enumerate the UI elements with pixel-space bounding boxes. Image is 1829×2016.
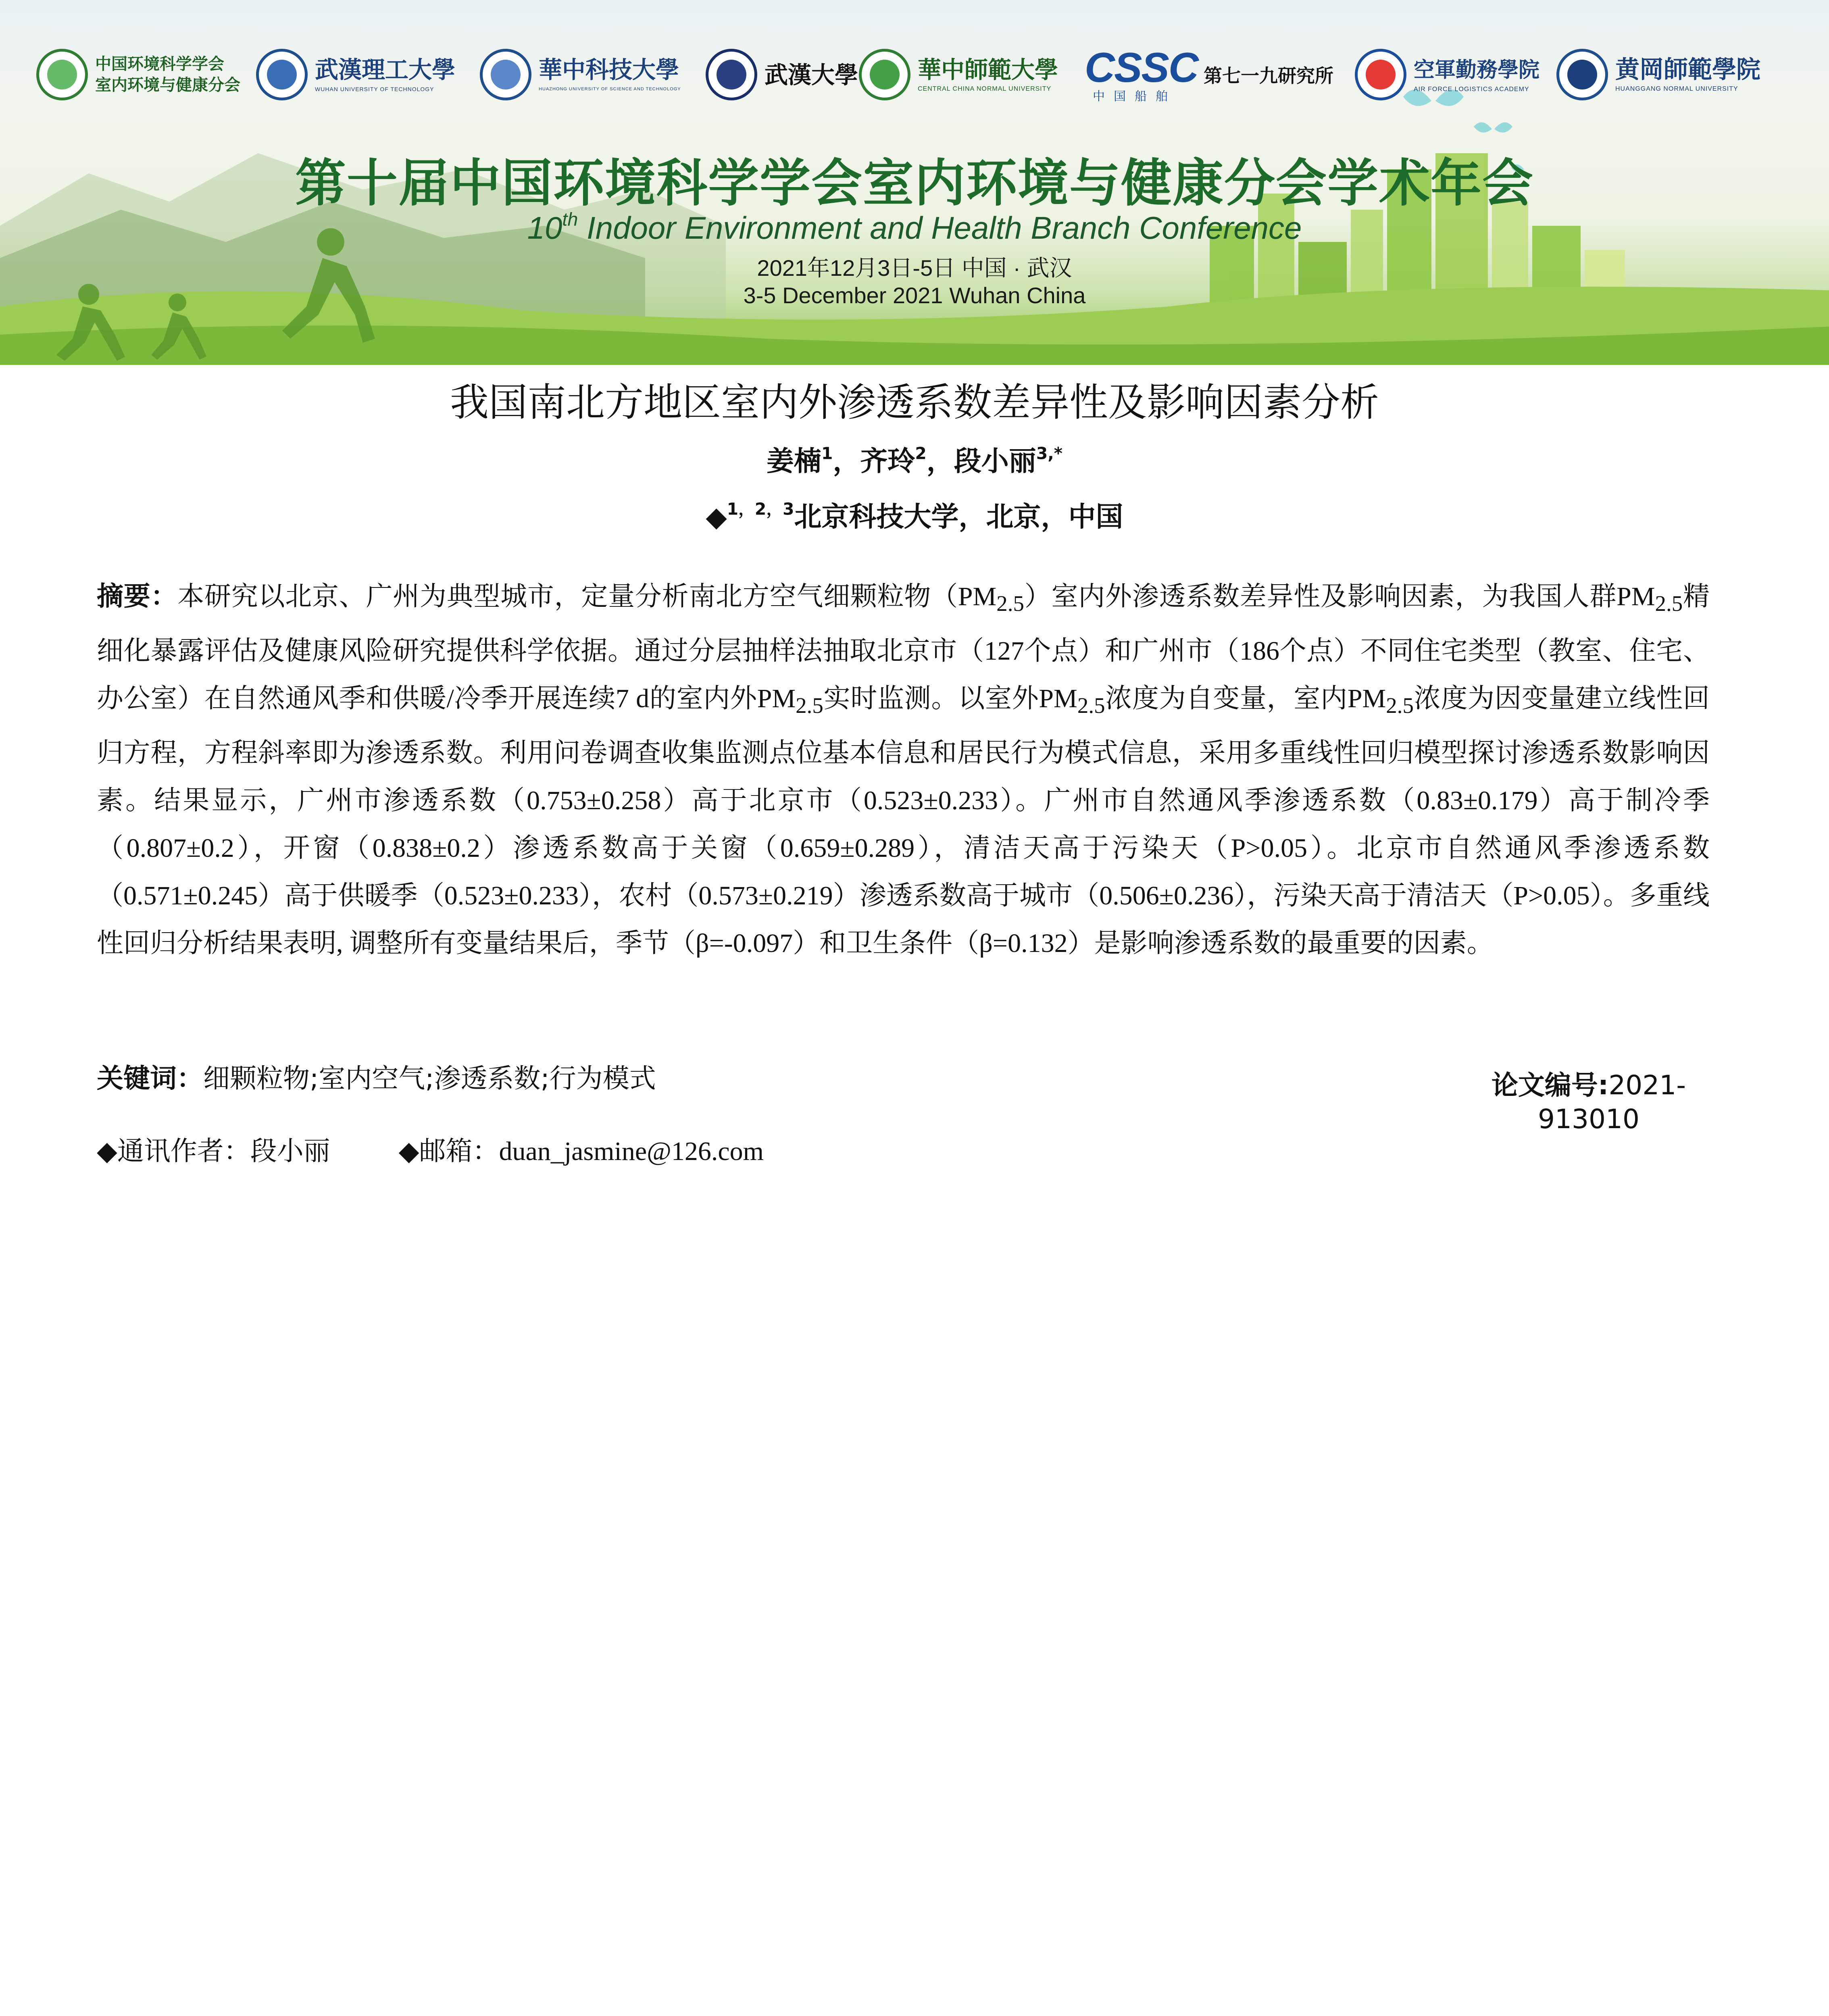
cssc-logo <box>1085 38 1333 111</box>
hust-logo <box>480 38 681 111</box>
conference-title-cn: 第十届中国环境科学学会室内环境与健康分会学术年会 <box>295 154 1534 213</box>
whut-logo-sub: WUHAN UNIVERSITY OF TECHNOLOGY <box>315 85 434 92</box>
author-separator: ， <box>926 446 954 477</box>
hgnu-logo <box>1556 38 1760 111</box>
whut-logo-text: 武漢理工大學 <box>315 56 456 83</box>
paper-number-label: 论文编号: <box>1491 1070 1609 1101</box>
author-separator: ， <box>833 446 860 477</box>
pm-subscript: 2.5 <box>1077 693 1105 718</box>
diamond-bullet-icon: ◆ <box>706 501 727 533</box>
abstract-text: 本研究以北京、广州为典型城市，定量分析南北方空气细颗粒物（PM <box>177 582 997 611</box>
paper-title: 我国南北方地区室内外渗透系数差异性及影响因素分析 <box>450 380 1379 425</box>
cssc-logo-text: CSSC <box>1085 44 1198 91</box>
hgnu-logo-text: 黄岡師範學院 <box>1615 55 1760 84</box>
paper-number-line1: 2021- <box>1608 1070 1686 1101</box>
abstract-label: 摘要： <box>97 581 178 612</box>
corresponding-author-name: 段小丽 <box>250 1135 330 1166</box>
hust-logo-text: 華中科技大學 <box>539 56 679 83</box>
abstract-text: 精细化暴露评估及健康风险研究提供科学依据。通过分层抽样法抽取北京市（127个点）和广州市（186个点）不同住宅类型（教室、住宅、办公室）在自然通风季和供暖/冷季开展连续7 d的室内外PM <box>97 582 1710 714</box>
cssc-institute: 第七一九研究所 <box>1203 65 1333 86</box>
abstract-text: 浓度为因变量建立线性回归方程，方程斜率即为渗透系数。利用问卷调查收集监测点位基本信息和居民行为模式信息，采用多重线性回归模型探讨渗透系数影响因素。结果显示，广州市渗透系数（0.753±0.258）高于北京市（0.523±0.233）。广州市自然通风季渗透系数（0.83±0.179）高于制冷季（0.807±0.2），开窗（0.838±0.2）渗透系数高于关窗（0.659±0.289），清洁天高于污染天（P>0.05）。北京市自然通风季渗透系数（0.571±0.245）高于供暖季（0.523±0.233），农村（0.573±0.219）渗透系数高于城市（0.506±0.236），污染天高于清洁天（P>0.05）。多重线性回归分析结果表明, 调整所有变量结果后，季节（β=-0.097）和卫生条件（β=0.132）是影响渗透系数的最重要的因素。 <box>97 684 1710 958</box>
whu-emblem-icon <box>706 49 757 100</box>
conference-banner <box>0 0 1829 365</box>
keywords-text: 细颗粒物;室内空气;渗透系数;行为模式 <box>203 1063 656 1094</box>
csese-emblem-icon <box>36 49 88 100</box>
abstract-text: 浓度为自变量，室内PM <box>1105 684 1386 714</box>
contact-info <box>97 1133 764 1170</box>
aflu-emblem-icon <box>1355 49 1406 100</box>
csese-logo <box>36 38 240 111</box>
author-name: 齐玲 <box>860 446 915 477</box>
pm-subscript: 2.5 <box>996 591 1024 616</box>
pm-subscript: 2.5 <box>796 693 823 718</box>
ccnu-logo <box>859 38 1058 111</box>
ccnu-logo-sub: CENTRAL CHINA NORMAL UNIVERSITY <box>918 85 1052 92</box>
conference-title-en-ordinal: th <box>562 208 578 230</box>
cssc-logo-sub: 中国船舶 <box>1093 90 1177 103</box>
abstract-text: 实时监测。以室外PM <box>823 684 1077 714</box>
paper-number <box>1468 1068 1710 1136</box>
hgnu-emblem-icon <box>1556 49 1608 100</box>
whut-emblem-icon <box>256 49 308 100</box>
whu-logo <box>706 38 858 111</box>
abstract <box>97 573 1710 967</box>
author-affiliation-sup: 2 <box>915 444 927 463</box>
keywords-label: 关键词： <box>97 1063 203 1094</box>
sponsor-logos <box>0 38 1829 111</box>
author-affiliation-sup: 1 <box>821 444 833 463</box>
pm-subscript: 2.5 <box>1655 591 1683 616</box>
csese-logo-line1: 中国环境科学学会 <box>95 54 224 73</box>
author-affiliation-sup: 3,* <box>1036 444 1063 463</box>
affiliation-text: 北京科技大学，北京，中国 <box>794 501 1123 533</box>
aflu-logo-sub: AIR FORCE LOGISTICS ACADEMY <box>1414 86 1529 93</box>
pm-subscript: 2.5 <box>1386 693 1414 718</box>
author-list <box>0 444 1829 480</box>
affiliation-sup: 1，2，3 <box>727 499 794 519</box>
conference-date-en: 3-5 December 2021 Wuhan China <box>743 283 1086 308</box>
paper-number-line2: 913010 <box>1538 1104 1639 1135</box>
hust-logo-sub: HUAZHONG UNIVERSITY OF SCIENCE AND TECHNOLOGY <box>539 86 681 92</box>
affiliation <box>0 499 1829 535</box>
abstract-text: ）室内外渗透系数差异性及影响因素，为我国人群PM <box>1024 582 1655 611</box>
email-link[interactable]: duan_jasmine@126.com <box>499 1137 764 1166</box>
ccnu-emblem-icon <box>859 49 910 100</box>
aflu-logo <box>1355 38 1539 111</box>
email-label: ◆邮箱： <box>398 1135 499 1166</box>
author-name: 姜楠 <box>766 446 821 477</box>
hust-emblem-icon <box>480 49 531 100</box>
ccnu-logo-text: 華中師範大學 <box>918 56 1058 83</box>
conference-date-cn: 2021年12月3日-5日 中国 · 武汉 <box>757 255 1072 281</box>
keywords <box>97 1060 656 1097</box>
conference-title-en-text: Indoor Environment and Health Branch Conference <box>578 210 1302 246</box>
conference-title-en <box>0 210 1829 246</box>
whu-logo-text: 武漢大學 <box>765 61 858 89</box>
corresponding-author-label: ◆通讯作者： <box>97 1135 250 1166</box>
aflu-logo-text: 空軍勤務學院 <box>1414 58 1540 82</box>
conference-title-en-number: 10 <box>527 210 562 246</box>
csese-logo-line2: 室内环境与健康分会 <box>95 75 240 94</box>
whut-logo <box>256 38 455 111</box>
hgnu-logo-sub: HUANGGANG NORMAL UNIVERSITY <box>1615 85 1738 92</box>
author-name: 段小丽 <box>954 446 1036 477</box>
